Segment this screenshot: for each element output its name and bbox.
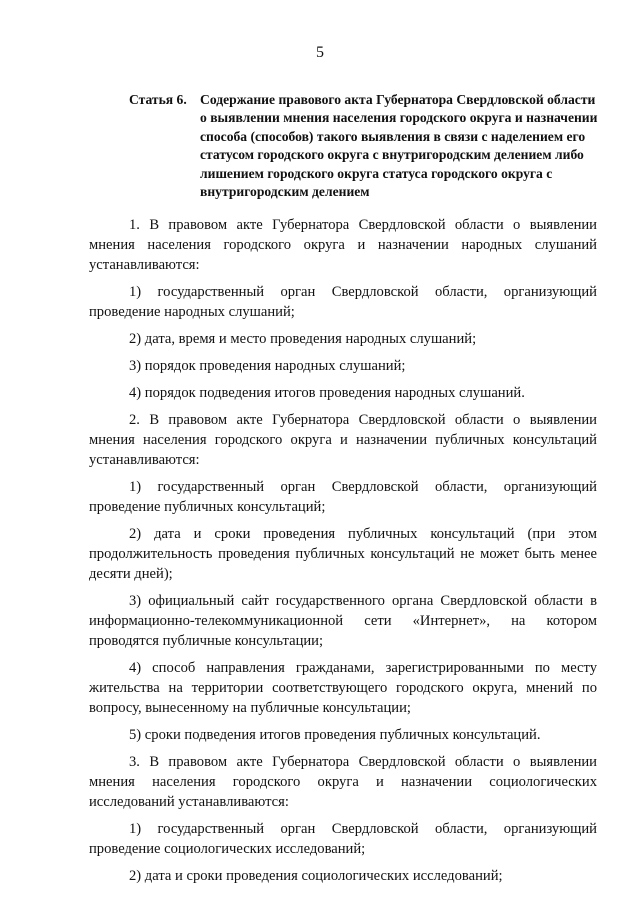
paragraph: 4) порядок подведения итогов проведения народных слушаний. — [129, 385, 525, 401]
article-number: Статья 6. — [129, 92, 187, 107]
paragraph: 3) официальный сайт государственного органа Свердловской области в информационно-телекоммуникационной сети «Интернет», на котором проводятся публичные консультации; — [89, 593, 597, 649]
article-title: Содержание правового акта Губернатора Свердловской области о выявлении мнения населения городского округа и назначении способа (способов) такого выявления в связи с наделением его статусом городского округа с внутригородским делением либо лишением городского округа статуса городского округа с внутригородским делением — [200, 92, 598, 200]
paragraph: 5) сроки подведения итогов проведения публичных консультаций. — [129, 727, 541, 743]
paragraph: 2) дата, время и место проведения народных слушаний; — [129, 331, 477, 347]
paragraph: 1. В правовом акте Губернатора Свердловской области о выявлении мнения населения городского округа и назначении народных слушаний устанавливаются: — [89, 217, 597, 273]
article-body — [89, 215, 597, 893]
article-heading — [129, 91, 599, 201]
paragraph: 1) государственный орган Свердловской области, организующий проведение публичных консультаций; — [89, 479, 597, 515]
paragraph: 1) государственный орган Свердловской области, организующий проведение социологических исследований; — [89, 821, 597, 857]
paragraph: 1) государственный орган Свердловской области, организующий проведение народных слушаний; — [89, 284, 597, 320]
paragraph: 3. В правовом акте Губернатора Свердловской области о выявлении мнения населения городского округа и назначении социологических исследований устанавливаются: — [89, 754, 597, 810]
page-number: 5 — [316, 44, 324, 61]
paragraph: 4) способ направления гражданами, зарегистрированными по месту жительства на территории соответствующего городского округа, мнений по вопросу, вынесенному на публичные консультации; — [89, 660, 597, 716]
paragraph: 2. В правовом акте Губернатора Свердловской области о выявлении мнения населения городского округа и назначении публичных консультаций устанавливаются: — [89, 412, 597, 468]
paragraph: 2) дата и сроки проведения социологических исследований; — [129, 868, 503, 884]
paragraph: 2) дата и сроки проведения публичных консультаций (при этом продолжительность проведения публичных консультаций не может быть менее десяти дней); — [89, 526, 597, 582]
paragraph: 3) порядок проведения народных слушаний; — [129, 358, 406, 374]
